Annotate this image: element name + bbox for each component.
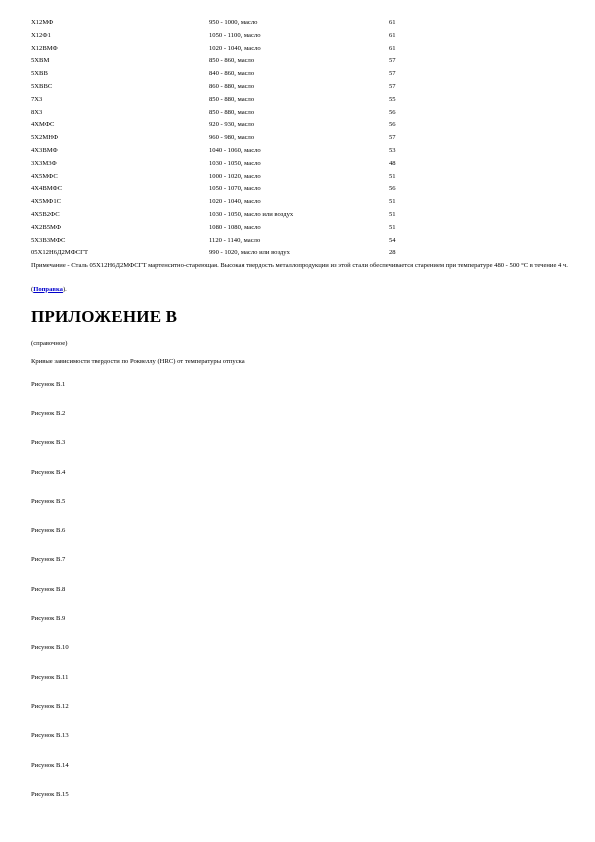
grade-cell: 4Х5В2ФС xyxy=(31,210,60,218)
table-row xyxy=(31,43,429,56)
table-row xyxy=(31,132,429,145)
temperature-cell: 1080 - 1080, масло xyxy=(209,223,261,231)
figure-caption: Рисунок В.10 xyxy=(31,644,69,652)
figure-caption: Рисунок В.12 xyxy=(31,702,69,710)
hardness-cell: 56 xyxy=(389,121,396,129)
table-row xyxy=(31,183,429,196)
table-row xyxy=(31,55,429,68)
temperature-cell: 950 - 1000, масло xyxy=(209,19,258,26)
grade-cell: 7Х3 xyxy=(31,95,43,103)
amendment-link[interactable]: Поправка xyxy=(33,285,63,293)
figure-caption: Рисунок В.15 xyxy=(31,790,69,798)
grade-cell: 4Х3ВМФ xyxy=(31,146,58,154)
hardness-cell: 51 xyxy=(389,210,396,218)
amendment-line xyxy=(31,286,571,293)
figure-caption: Рисунок В.3 xyxy=(31,439,66,447)
temperature-cell: 860 - 880, масло xyxy=(209,82,255,90)
figure-caption: Рисунок В.6 xyxy=(31,527,66,535)
temperature-cell: 1050 - 1100, масло xyxy=(209,31,261,39)
hardness-cell: 51 xyxy=(389,223,396,231)
hardness-cell: 61 xyxy=(389,44,396,52)
appendix-status: (справочное) xyxy=(31,339,68,347)
table-row xyxy=(31,94,429,107)
grade-cell: 4Х4ВМФС xyxy=(31,185,63,193)
table-row xyxy=(31,196,429,209)
table-row xyxy=(31,171,429,184)
grade-cell: 5ХВВ xyxy=(31,70,48,78)
hardness-cell: 57 xyxy=(389,70,396,78)
hardness-cell: 55 xyxy=(389,95,396,103)
figure-caption: Рисунок В.1 xyxy=(31,380,66,388)
grade-cell: 8Х3 xyxy=(31,108,43,116)
amendment-close: ). xyxy=(62,285,67,293)
hardness-cell: 54 xyxy=(389,236,396,244)
table-row xyxy=(31,247,429,260)
grade-cell: 4Х5МФС xyxy=(31,172,58,180)
hardness-cell: 56 xyxy=(389,108,396,116)
table-row xyxy=(31,158,429,171)
figure-caption: Рисунок В.11 xyxy=(31,673,69,681)
hardness-cell: 61 xyxy=(389,31,396,39)
figure-caption: Рисунок В.9 xyxy=(31,615,66,623)
amendment-open: ( xyxy=(31,285,34,293)
grade-cell: Х12МФ xyxy=(31,19,54,26)
table-row xyxy=(31,17,429,30)
figure-caption: Рисунок В.8 xyxy=(31,585,66,593)
grade-cell: 3Х3М3Ф xyxy=(31,159,57,167)
temperature-cell: 960 - 980, масло xyxy=(209,134,255,142)
hardness-cell: 53 xyxy=(389,146,396,154)
table-row xyxy=(31,209,429,222)
hardness-cell: 48 xyxy=(389,159,396,167)
table-row xyxy=(31,119,429,132)
figure-caption: Рисунок В.2 xyxy=(31,409,66,417)
figure-caption: Рисунок В.5 xyxy=(31,497,66,505)
table-row xyxy=(31,68,429,81)
document-page xyxy=(31,17,571,818)
figure-caption: Рисунок В.7 xyxy=(31,556,66,564)
hardness-cell: 56 xyxy=(389,185,396,193)
table-row xyxy=(31,145,429,158)
temperature-cell: 1050 - 1070, масло xyxy=(209,185,261,193)
table-row xyxy=(31,81,429,94)
temperature-cell: 850 - 880, масло xyxy=(209,95,255,103)
temperature-cell: 850 - 880, масло xyxy=(209,108,255,116)
temperature-cell: 1030 - 1050, масло xyxy=(209,159,261,167)
grade-cell: 5ХВМ xyxy=(31,57,50,65)
temperature-cell: 1020 - 1040, масло xyxy=(209,198,261,206)
hardness-cell: 57 xyxy=(389,82,396,90)
temperature-cell: 1040 - 1060, масло xyxy=(209,146,261,154)
hardness-cell: 61 xyxy=(389,19,396,26)
temperature-cell: 850 - 860, масло xyxy=(209,57,255,65)
grade-cell: 4Х5МФ1С xyxy=(31,198,62,206)
appendix-caption: Кривые зависимости твердости по Роквеллу (HRC) от температуры отпуска xyxy=(31,357,245,365)
grade-cell: Х12Ф1 xyxy=(31,31,51,39)
temperature-cell: 1030 - 1050, масло или воздух xyxy=(209,210,294,218)
table-row xyxy=(31,235,429,248)
temperature-cell: 920 - 930, масло xyxy=(209,121,255,129)
grade-cell: 4ХМФС xyxy=(31,121,55,129)
temperature-cell: 990 - 1020, масло или воздух xyxy=(209,249,290,257)
figure-caption: Рисунок В.14 xyxy=(31,761,69,769)
table-row xyxy=(31,107,429,120)
table-note: Примечание - Сталь 05Х12Н6Д2МФСГТ мартенситно-стареющая. Высокая твердость металлопродукции из этой стали обеспечивается старением при температуре 480 - 500 °С в течение 4 ч. xyxy=(31,262,568,270)
figure-caption: Рисунок В.4 xyxy=(31,468,66,476)
temperature-cell: 1020 - 1040, масло xyxy=(209,44,261,52)
figure-list xyxy=(31,379,571,818)
grade-cell: 5Х2МНФ xyxy=(31,134,59,142)
temperature-cell: 1120 - 1140, масло xyxy=(209,236,261,244)
grade-cell: 5Х3В3МФС xyxy=(31,236,66,244)
hardness-cell: 28 xyxy=(389,249,396,257)
grade-cell: 5ХВВС xyxy=(31,82,53,90)
hardness-table xyxy=(31,17,429,260)
appendix-title: ПРИЛОЖЕНИЕ В xyxy=(31,306,178,326)
table-row xyxy=(31,30,429,43)
temperature-cell: 1000 - 1020, масло xyxy=(209,172,261,180)
figure-caption: Рисунок В.13 xyxy=(31,732,69,740)
table-row xyxy=(31,222,429,235)
temperature-cell: 840 - 860, масло xyxy=(209,70,255,78)
hardness-cell: 57 xyxy=(389,57,396,65)
grade-cell: 4Х2В5МФ xyxy=(31,223,62,231)
grade-cell: Х12ВМФ xyxy=(31,44,58,52)
grade-cell: 05Х12Н6Д2МФСГТ xyxy=(31,249,89,257)
hardness-cell: 51 xyxy=(389,198,396,206)
hardness-cell: 57 xyxy=(389,134,396,142)
hardness-cell: 51 xyxy=(389,172,396,180)
hardness-table-body xyxy=(31,17,429,260)
